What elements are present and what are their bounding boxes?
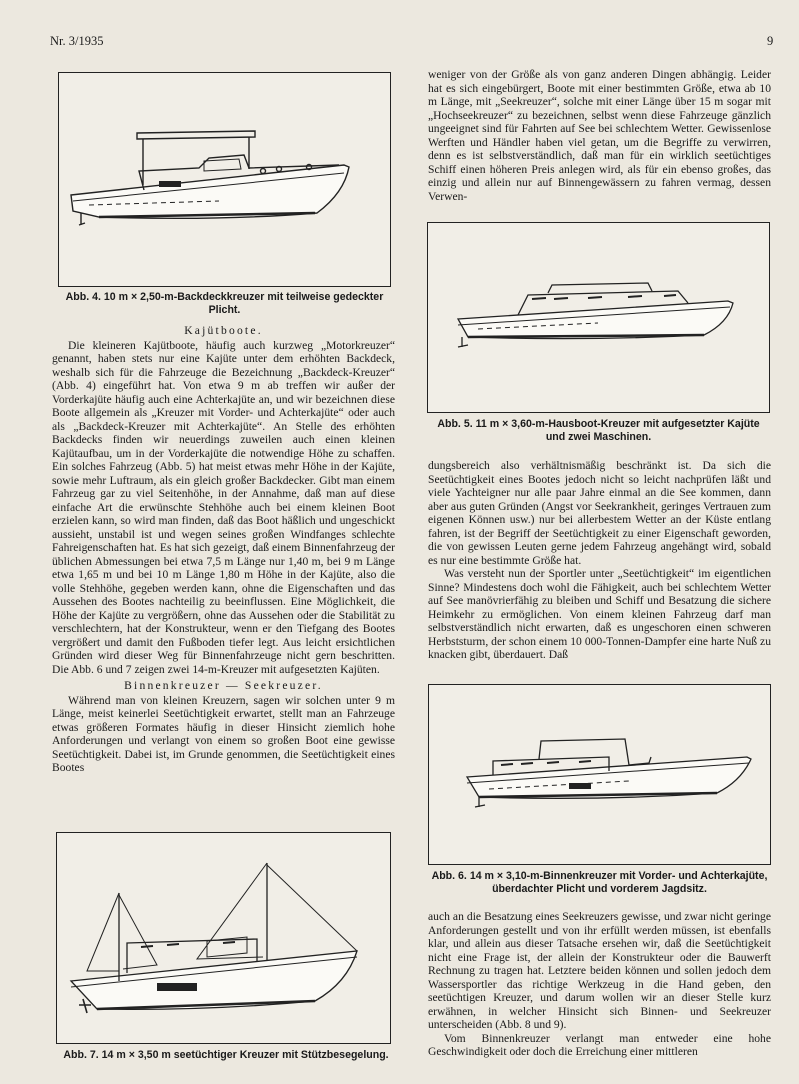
paragraph-verwendungsbereich: dungsbereich also verhältnismäßig beschränkt ist. Da sich die Seetüchtigkeit eines Bootes jedoch nicht so leicht nachprüfen läßt und viele Yachteigner nur alle paar Jahre einmal an die See kommen, dann aber aus guten Gründen (Angst vor Seekrankheit, geringes Vertrauen zum eigenen Können usw.) nur bei allerbestem Wetter an der Küste entlang fahren, ist der Begriff der Seetüchtigkeit zu einer Eigenschaft geworden, die von gewissen Leuten gerne jedem Fahrzeug angehängt wird, sobald es nur eine bestimmte Größe hat. [428,459,771,567]
right-column-top [428,68,771,203]
figure-5-frame [427,222,770,413]
figure-4-frame [58,72,391,287]
figure-4-drawing [59,73,389,285]
figure-6-frame [428,684,771,865]
figure-7-drawing [57,833,389,1042]
paragraph-besatzung: auch an die Besatzung eines Seekreuzers gewisse, und zwar nicht geringe Anforderungen gestellt und von ihr erfüllt werden müssen, ist ebenfalls klar, und allein aus dieser Tatsache ersehen wir, daß die Seetüchtigkeit nicht eine Frage ist, der allein der Konstrukteur oder die Bauwerft Rechnung zu tragen hat. Letztere beiden können und sollen jedoch dem Wassersportler das richtige Werkzeug in die Hand geben, den seetüchtigen Kreuzer, und darum wollen wir an dieser Stelle kurz erwähnen, in welcher Hinsicht sich Binnen- und Seekreuzer unterscheiden (Abb. 8 und 9). [428,910,771,1031]
page-number: 9 [767,34,774,48]
paragraph-kajuetboote: Die kleineren Kajütboote, häufig auch kurzweg „Motorkreuzer“ genannt, haben stets nur eine Kajüte unter dem erhöhten Backdeck, weshalb sich für die Fahrzeuge die Bezeichnung „Backdeck-Kreuzer“ (Abb. 4) eingeführt hat. Von etwa 9 m ab treffen wir außer der Vorderkajüte häufig auch eine Achterkajüte an, und wir bezeichnen diese Boote allgemein als „Kreuzer mit Vorder- und Achterkajüte“ oder auch als „Backdeck-Kreuzer mit Achterkajüte“. An Stelle des erhöhten Backdecks finden wir neuerdings zuweilen auch einen kleinen Kajütaufbau, um in der Vorderkajüte die notwendige Höhe zu schaffen. Ein solches Fahrzeug (Abb. 5) hat meist etwas mehr Höhe in der Kajüte, sowie mehr Luftraum, als ein gleich großer Backdecker. Gibt man einem Fahrzeug gar zu viel Seitenhöhe, in der Annahme, daß man auf diese einfache Art die erwünschte Stehhöhe auch bei einem kleinen Boot erzielen kann, so wird man finden, daß das Boot häßlich und ungeschickt aussieht, unstabil ist und wegen seines großen Windfanges schlechte Fahreigenschaften hat. Es hat sich gezeigt, daß einem Binnenfahrzeug der üblichen Abmessungen bei etwa 7,5 m Länge nur 1,40 m, bei 9 m Länge etwa 1,65 m und bei 10 m Länge 1,80 m Höhe in der Kajüte, also die volle Stehhöhe, gegeben werden kann, ohne die Eigenschaften und das Aussehen des Bootes nachteilig zu beeinflussen. Eine Möglichkeit, die Höhe der Kajüte zu vergrößern, ohne das Aussehen oder die Stabilität zu verschlechtern, hat der Konstrukteur, wenn er den Tiefgang des Bootes vergrößert und damit den Fußboden tiefer legt. Aus leicht ersichtlichen Gründen wird dieser Weg für Binnenfahrzeuge nicht gern beschritten. Die Abb. 6 und 7 zeigen zwei 14-m-Kreuzer mit aufgesetzten Kajüten. [52,338,395,676]
figure-6-drawing [429,685,769,863]
paragraph-binnenkreuzer: Während man von kleinen Kreuzern, sagen wir solchen unter 9 m Länge, meist keinerlei Seetüchtigkeit erwartet, stellt man an Fahrzeuge etwas größeren Formates häufig in dieser Hinsicht ziemlich hohe Anforderungen und verlangt von einem so großen Boot eine gewisse Seetüchtigkeit. Dabei ist, im Grunde genommen, die Seetüchtigkeit eines Bootes [52,693,395,774]
issue-number: Nr. 3/1935 [50,34,104,48]
right-column-bottom [428,910,771,1059]
paragraph-sportler-seetuechtigkeit: Was versteht nun der Sportler unter „Seetüchtigkeit“ im eigentlichen Sinne? Mindestens doch wohl die Fähigkeit, auch bei schlechtem Wetter auf See manövrierfähig zu bleiben und Schiff und Besatzung die sichere Heimkehr zu ermöglichen. Von einem kleinen Fahrzeug darf man selbstverständlich nicht erwarten, daß es ungeschoren einen schweren Herbststurm, der schon einem 10 000-Tonnen-Dampfer eine harte Nuß zu knacken gibt, überdauert. Daß [428,567,771,661]
figure-6-caption: Abb. 6. 14 m × 3,10-m-Binnenkreuzer mit Vorder- und Achterkajüte, überdachter Plicht und vorderem Jagdsitz. [431,870,768,895]
section-heading-binnenkreuzer: Binnenkreuzer — Seekreuzer. [124,679,323,692]
section-heading-kajuetboote: Kajütboote. [184,324,263,337]
right-column-middle [428,459,771,662]
paragraph-binnenkreuzer-geschwindigkeit: Vom Binnenkreuzer verlangt man entweder eine hohe Geschwindigkeit oder doch die Erreichung einer mittleren [428,1031,771,1058]
figure-5-caption: Abb. 5. 11 m × 3,60-m-Hausboot-Kreuzer mit aufgesetzter Kajüte und zwei Maschinen. [437,418,760,443]
figure-4-caption: Abb. 4. 10 m × 2,50-m-Backdeckkreuzer mit teilweise gedeckter Plicht. [65,291,384,316]
paragraph-seetuechtigkeit-intro: weniger von der Größe als von ganz anderen Dingen abhängig. Leider hat es sich eingebürgert, Boote mit einer bestimmten Größe, etwa ab 10 m Länge, mit „Seekreuzer“, solche mit einer Länge über 15 m sogar mit „Hochseekreuzer“ zu bezeichnen, selbst wenn diese Fahrzeuge gänzlich ungeeignet sind für Fahrten auf See bei schlechtem Wetter. Gewissenlose Werften und Händler haben viel getan, um die Begriffe zu verwirren, denn es ist selbstverständlich, daß man für ein wirklich seetüchtiges Schiff einen höheren Preis anlegen wird, als für ein ebenso großes, das einzig und allein nur auf Binnengewässern zu fahren vermag, dessen Verwen- [428,68,771,203]
left-column-upper [52,322,395,775]
figure-7-caption: Abb. 7. 14 m × 3,50 m seetüchtiger Kreuzer mit Stützbesegelung. [63,1049,389,1061]
figure-7-frame [56,832,391,1044]
figure-5-drawing [428,223,768,411]
